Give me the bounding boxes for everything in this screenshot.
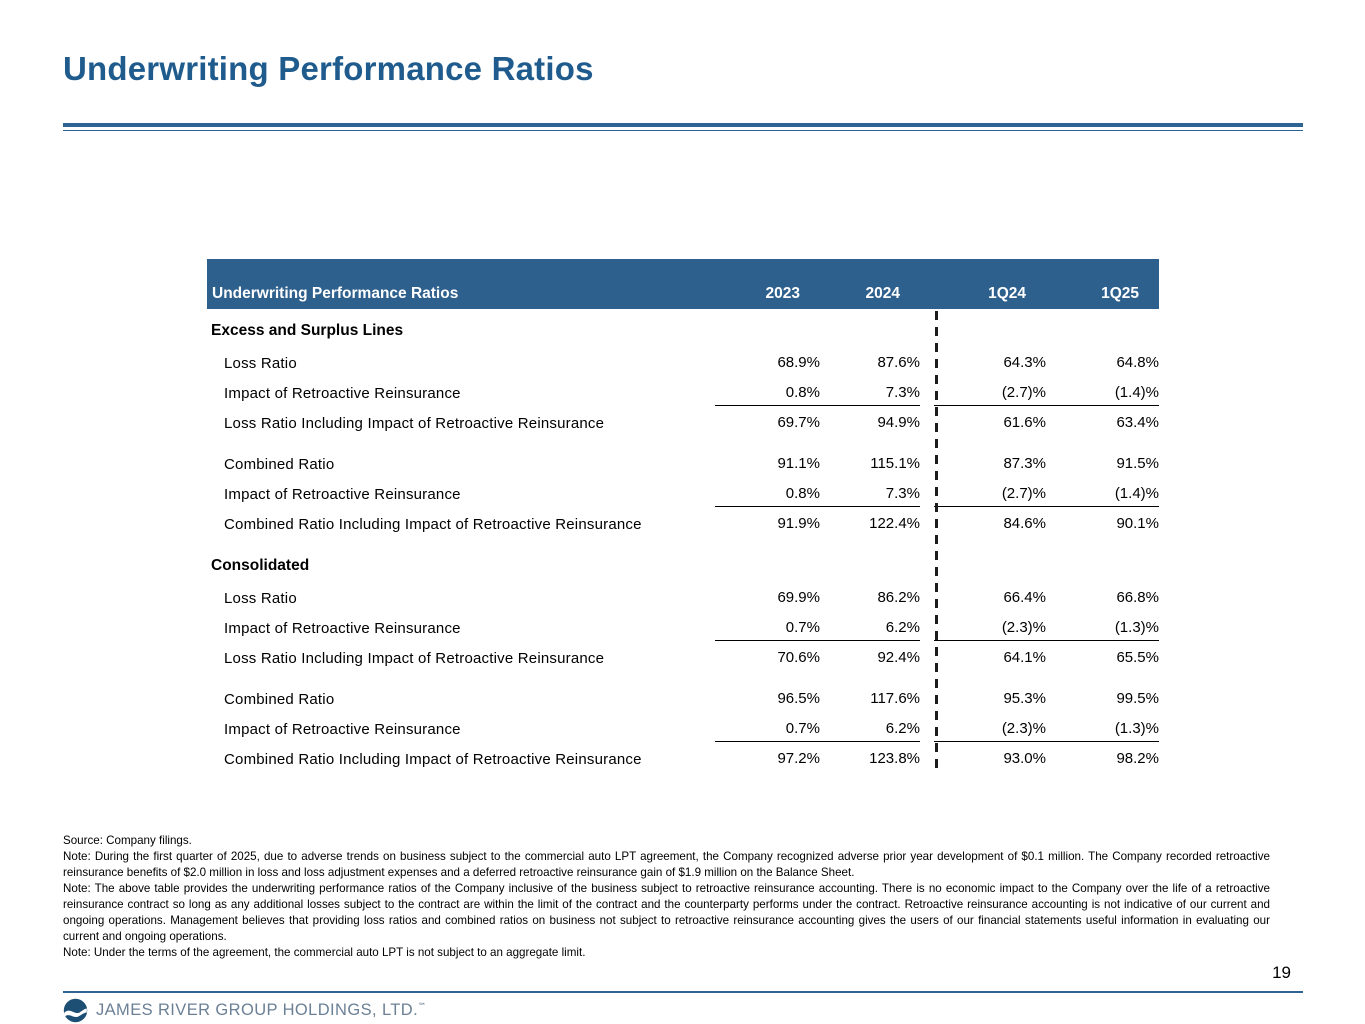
cell-value: 99.5% <box>1116 690 1159 707</box>
cell-value: 91.1% <box>777 455 820 472</box>
quarter-values-group <box>934 351 1159 375</box>
section-title: Excess and Surplus Lines <box>211 322 404 339</box>
cell-value: (2.3)% <box>1001 719 1046 737</box>
row-label: Combined Ratio Including Impact of Retroactive Reinsurance <box>224 515 642 533</box>
cell-value: 7.3% <box>885 484 920 502</box>
footnotes <box>63 833 1270 961</box>
table-row <box>207 449 1159 479</box>
year-values-group <box>715 747 920 771</box>
cell-value: (1.4)% <box>1114 383 1159 401</box>
cell-value: 92.4% <box>877 649 920 666</box>
table-header-label: Underwriting Performance Ratios <box>212 285 459 302</box>
cell-value: (2.7)% <box>1001 383 1046 401</box>
row-label: Combined Ratio <box>224 690 335 708</box>
cell-value: 68.9% <box>777 354 820 371</box>
cell-value: 0.7% <box>785 618 820 636</box>
table-row <box>207 643 1159 673</box>
row-label: Loss Ratio Including Impact of Retroactive Reinsurance <box>224 649 605 667</box>
table-row <box>207 684 1159 714</box>
footnote-note-3: Note: Under the terms of the agreement, the commercial auto LPT is not subject to an aggregate limit. <box>63 946 586 959</box>
row-group <box>207 449 1159 539</box>
column-header-1q25: 1Q25 <box>1101 285 1139 302</box>
cell-value: 123.8% <box>869 750 920 767</box>
table-body <box>207 309 1159 774</box>
table-row <box>207 348 1159 378</box>
cell-value: 64.1% <box>1003 649 1046 666</box>
cell-value: 90.1% <box>1116 515 1159 532</box>
page-number: 19 <box>1272 963 1291 982</box>
table-row <box>207 509 1159 539</box>
column-header-2024: 2024 <box>865 285 900 302</box>
table-row <box>207 613 1159 643</box>
ratios-table <box>207 259 1159 774</box>
year-values-group <box>715 586 920 610</box>
row-label: Combined Ratio <box>224 455 335 473</box>
table-row <box>207 744 1159 774</box>
table-row <box>207 378 1159 408</box>
row-label: Combined Ratio Including Impact of Retroactive Reinsurance <box>224 750 642 768</box>
footer-rule <box>63 991 1303 993</box>
cell-value: 64.3% <box>1003 354 1046 371</box>
company-logo-icon <box>63 998 88 1023</box>
cell-value: 0.8% <box>785 383 820 401</box>
section-header-row <box>207 549 1159 583</box>
cell-value: 84.6% <box>1003 515 1046 532</box>
quarter-values-group <box>934 452 1159 476</box>
column-divider <box>935 311 938 772</box>
cell-value: 6.2% <box>885 618 920 636</box>
year-values-group <box>715 616 920 641</box>
year-values-group <box>715 482 920 507</box>
year-values-group <box>715 452 920 476</box>
cell-value: 63.4% <box>1116 414 1159 431</box>
cell-value: 70.6% <box>777 649 820 666</box>
quarter-columns-header-group <box>934 285 1159 303</box>
quarter-values-group <box>934 512 1159 536</box>
column-header-1q24: 1Q24 <box>988 285 1026 302</box>
cell-value: 66.8% <box>1116 589 1159 606</box>
footnote-note-2: Note: The above table provides the underwriting performance ratios of the Company inclusive of the business subject to retroactive reinsurance accounting. There is no economic impact to the Company over the life of a retroactive reinsurance contract so long as any additional losses subject to the contract are within the limit of the contract and the counterparty performs under the contract. Retroactive reinsurance accounting is not indicative of our current and ongoing operations. Management believes that providing loss ratios and combined ratios on business not subject to retroactive reinsurance accounting gives the users of our financial statements useful information in evaluating our current and ongoing operations. <box>63 882 1270 943</box>
quarter-values-group <box>934 646 1159 670</box>
cell-value: 94.9% <box>877 414 920 431</box>
quarter-values-group <box>934 482 1159 507</box>
row-group <box>207 583 1159 673</box>
year-values-group <box>715 717 920 742</box>
cell-value: 66.4% <box>1003 589 1046 606</box>
year-values-group <box>715 687 920 711</box>
page-title: Underwriting Performance Ratios <box>63 50 594 87</box>
cell-value: 115.1% <box>870 455 920 472</box>
title-rule <box>63 123 1303 131</box>
section-title: Consolidated <box>211 557 310 574</box>
cell-value: 0.7% <box>785 719 820 737</box>
cell-value: 7.3% <box>885 383 920 401</box>
footnote-note-1: Note: During the first quarter of 2025, due to adverse trends on business subject to the commercial auto LPT agreement, the Company recognized adverse prior year development of $0.1 million. The Company recorded retroactive reinsurance benefits of $2.0 million in loss and loss adjustment expenses and a deferred retroactive reinsurance gain of $1.9 million on the Balance Sheet. <box>63 850 1270 879</box>
row-label: Impact of Retroactive Reinsurance <box>224 619 461 637</box>
cell-value: 91.5% <box>1116 455 1159 472</box>
year-values-group <box>715 381 920 406</box>
year-values-group <box>715 351 920 375</box>
year-values-group <box>715 411 920 435</box>
cell-value: 96.5% <box>777 690 820 707</box>
company-logo <box>63 998 427 1023</box>
year-values-group <box>715 512 920 536</box>
cell-value: (1.4)% <box>1114 484 1159 502</box>
column-header-2023: 2023 <box>765 285 800 302</box>
footnote-source: Source: Company filings. <box>63 834 192 847</box>
cell-value: 69.9% <box>777 589 820 606</box>
cell-value: 97.2% <box>777 750 820 767</box>
cell-value: 87.6% <box>877 354 920 371</box>
cell-value: 93.0% <box>1003 750 1046 767</box>
section-header-row <box>207 314 1159 348</box>
year-columns-header-group <box>715 285 920 303</box>
row-label: Loss Ratio Including Impact of Retroactive Reinsurance <box>224 414 605 432</box>
cell-value: 6.2% <box>885 719 920 737</box>
cell-value: 98.2% <box>1116 750 1159 767</box>
quarter-values-group <box>934 747 1159 771</box>
quarter-values-group <box>934 616 1159 641</box>
table-row <box>207 714 1159 744</box>
quarter-values-group <box>934 411 1159 435</box>
table-section <box>207 549 1159 774</box>
cell-value: 122.4% <box>869 515 920 532</box>
row-group <box>207 684 1159 774</box>
table-row <box>207 583 1159 613</box>
cell-value: (2.3)% <box>1001 618 1046 636</box>
year-values-group <box>715 646 920 670</box>
row-label: Impact of Retroactive Reinsurance <box>224 384 461 402</box>
cell-value: 117.6% <box>870 690 920 707</box>
row-label: Loss Ratio <box>224 354 297 372</box>
table-row <box>207 479 1159 509</box>
row-label: Impact of Retroactive Reinsurance <box>224 720 461 738</box>
row-group <box>207 348 1159 438</box>
cell-value: 0.8% <box>785 484 820 502</box>
cell-value: 65.5% <box>1116 649 1159 666</box>
table-header-row <box>207 259 1159 309</box>
quarter-values-group <box>934 586 1159 610</box>
company-logo-text: JAMES RIVER GROUP HOLDINGS, LTD.℠ <box>96 1001 427 1019</box>
cell-value: 95.3% <box>1003 690 1046 707</box>
cell-value: 64.8% <box>1116 354 1159 371</box>
cell-value: 87.3% <box>1003 455 1046 472</box>
table-section <box>207 314 1159 539</box>
row-label: Loss Ratio <box>224 589 297 607</box>
cell-value: 61.6% <box>1003 414 1046 431</box>
cell-value: (1.3)% <box>1114 719 1159 737</box>
table-row <box>207 408 1159 438</box>
cell-value: (2.7)% <box>1001 484 1046 502</box>
cell-value: 69.7% <box>777 414 820 431</box>
cell-value: 91.9% <box>777 515 820 532</box>
row-label: Impact of Retroactive Reinsurance <box>224 485 461 503</box>
cell-value: (1.3)% <box>1114 618 1159 636</box>
quarter-values-group <box>934 687 1159 711</box>
cell-value: 86.2% <box>877 589 920 606</box>
logo-service-mark: ℠ <box>418 1001 427 1011</box>
quarter-values-group <box>934 381 1159 406</box>
quarter-values-group <box>934 717 1159 742</box>
